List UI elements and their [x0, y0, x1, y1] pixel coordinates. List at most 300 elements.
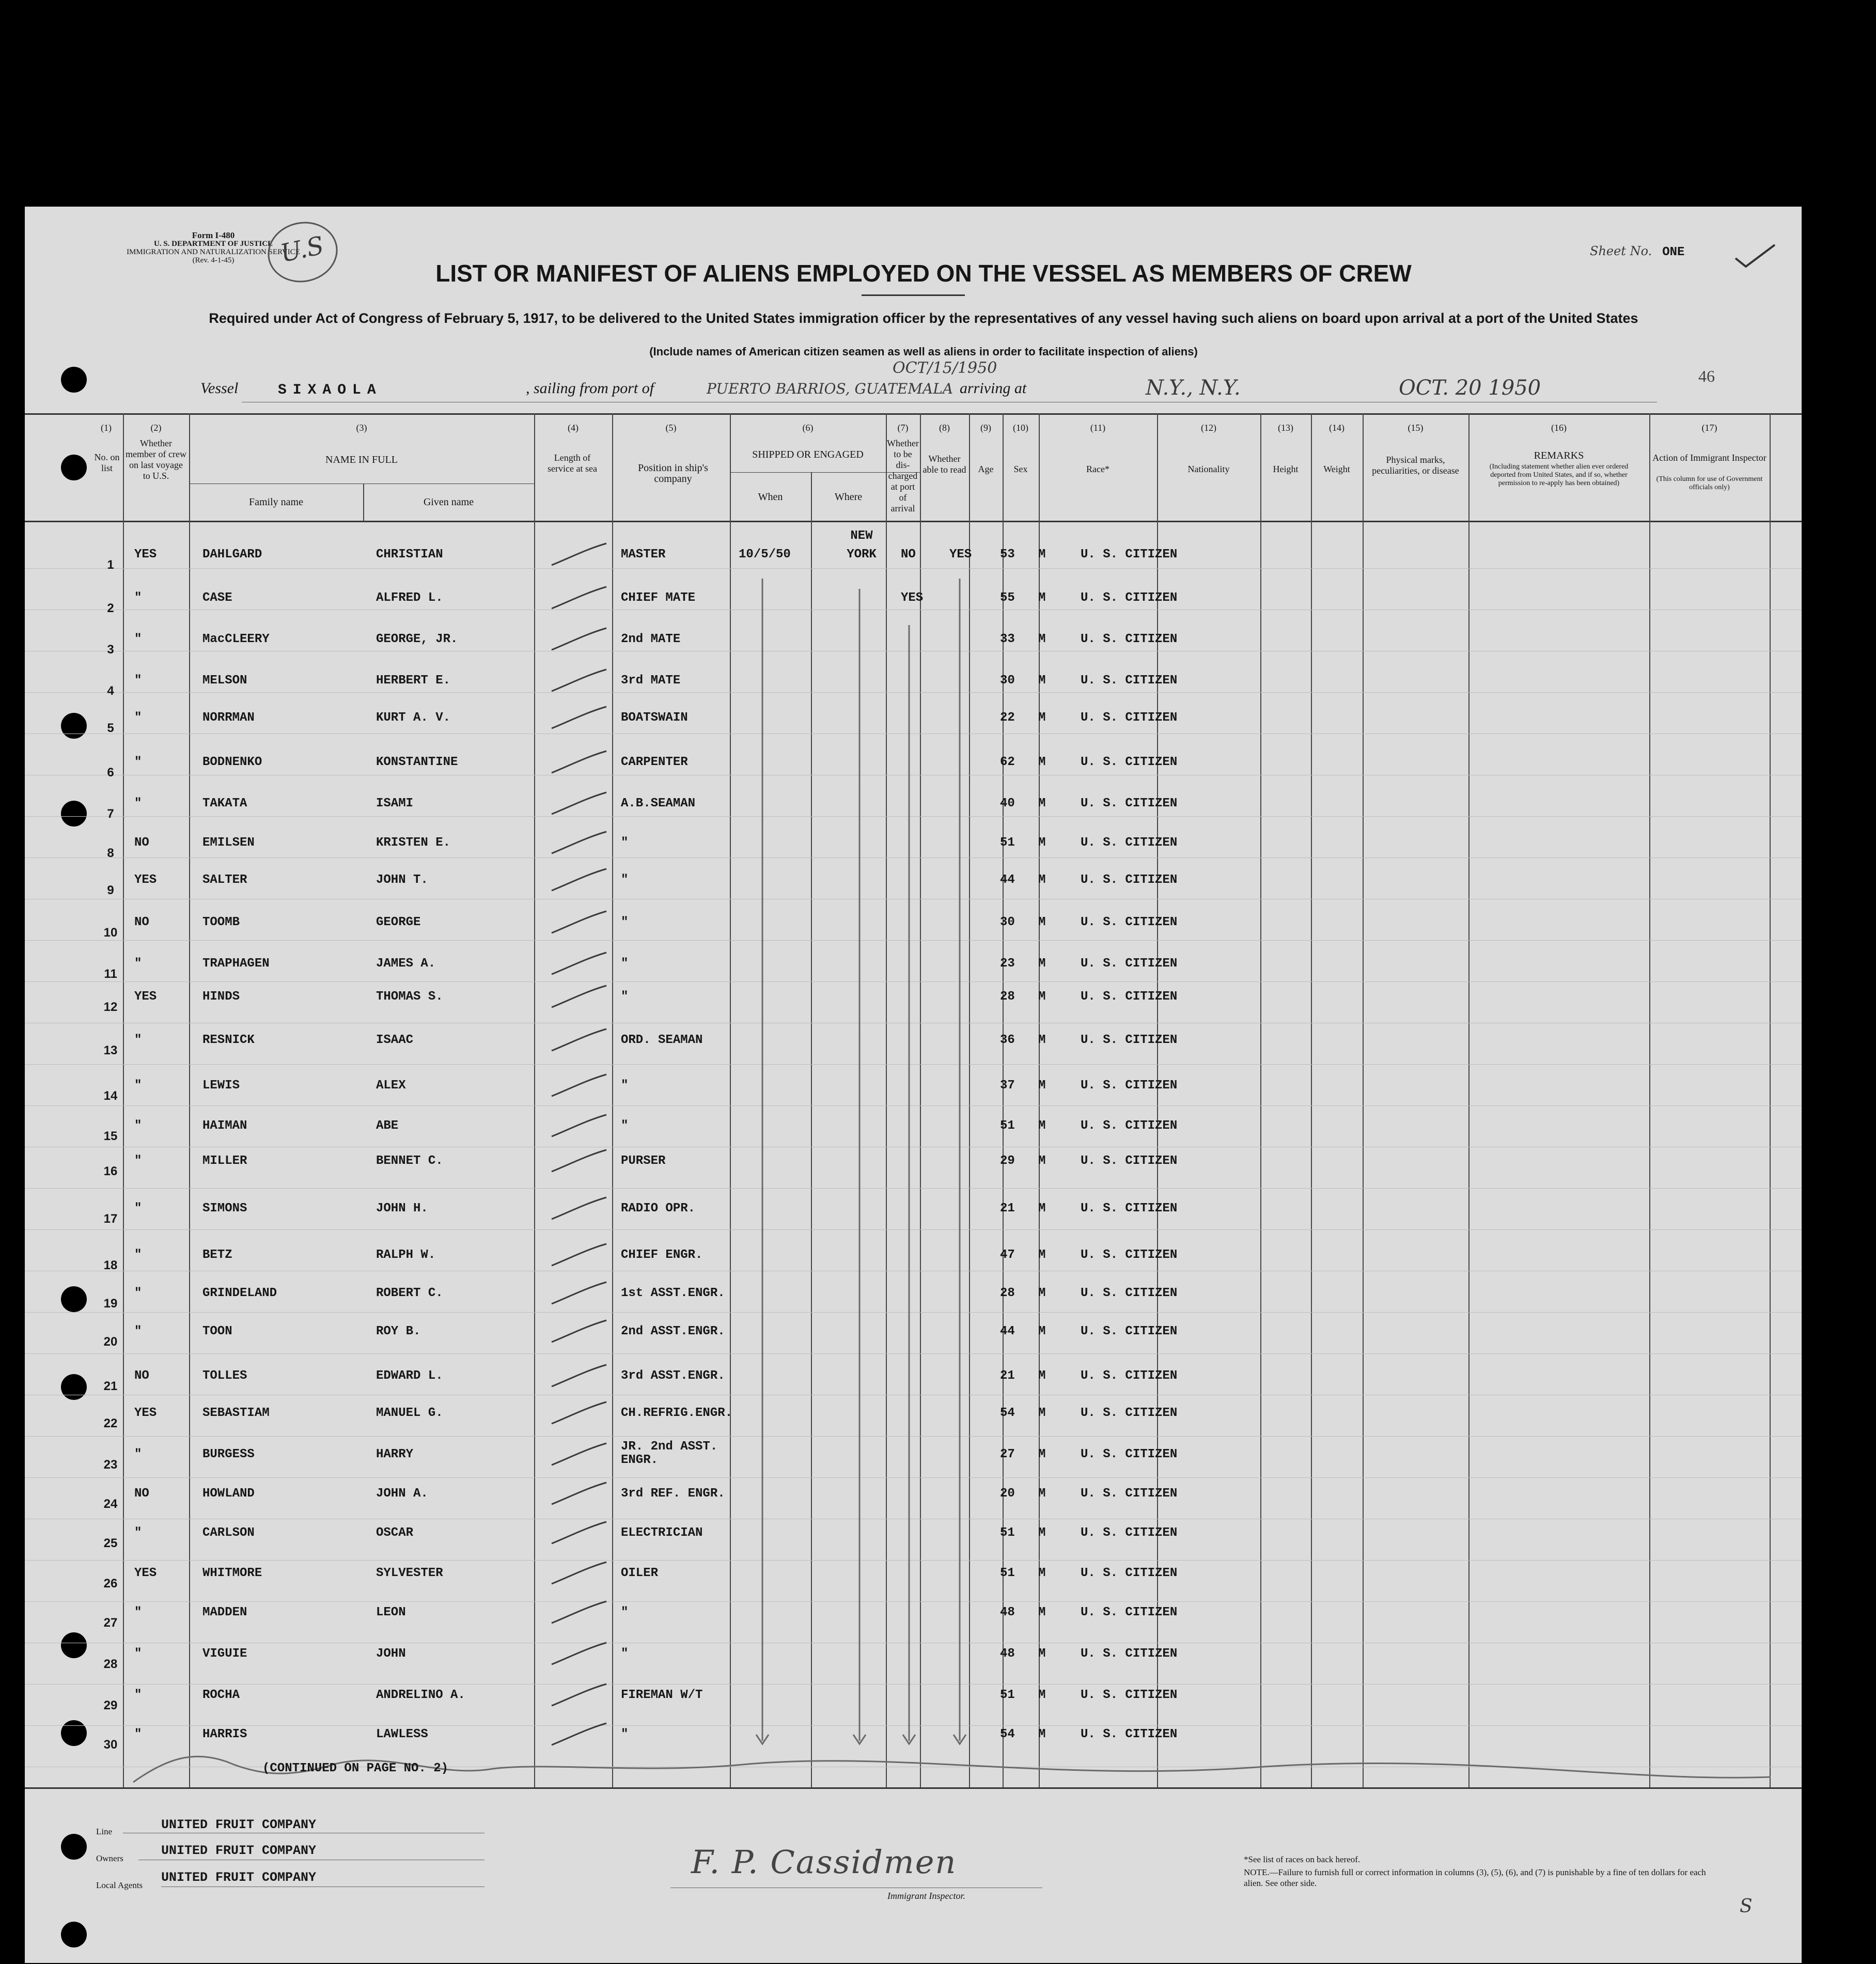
race-cell: U. S. CITIZEN [1081, 1154, 1178, 1168]
prev-voyage-cell: YES [134, 990, 157, 1004]
col-header-physical: Physical marks, peculiarities, or disease [1372, 455, 1459, 476]
race-cell: U. S. CITIZEN [1081, 957, 1178, 971]
row-number: 8 [107, 846, 114, 860]
family-name-cell: RESNICK [202, 1033, 255, 1047]
col-num-5: (5) [665, 423, 677, 433]
age-cell: 33 [1000, 632, 1015, 646]
arriving-label: arriving at [960, 380, 1027, 397]
age-cell: 54 [1000, 1727, 1015, 1741]
row-number: 3 [107, 643, 114, 657]
given-name-cell: CHRISTIAN [376, 548, 443, 562]
position-cell: FIREMAN W/T [621, 1688, 703, 1702]
race-cell: U. S. CITIZEN [1081, 1566, 1178, 1580]
age-cell: 28 [1000, 1286, 1015, 1300]
row-number: 29 [103, 1698, 118, 1712]
race-cell: U. S. CITIZEN [1081, 915, 1178, 929]
sex-cell: M [1038, 1647, 1046, 1661]
family-name-cell: HOWLAND [202, 1487, 255, 1501]
row-number: 30 [103, 1738, 118, 1752]
col-header-read: Whether able to read [923, 454, 966, 475]
col-num-3: (3) [356, 423, 367, 433]
prev-voyage-cell: " [134, 711, 142, 725]
col-header-name: NAME IN FULL [325, 454, 398, 465]
race-cell: U. S. CITIZEN [1081, 990, 1178, 1004]
revision: (Rev. 4-1-45) [192, 256, 234, 264]
row-number: 23 [103, 1458, 118, 1472]
family-name-cell: TAKATA [202, 797, 247, 810]
continued-note: (CONTINUED ON PAGE NO. 2) [262, 1762, 449, 1775]
col-header-nationality: Nationality [1187, 464, 1230, 474]
subtitle: Required under Act of Congress of February 5, 1917, to be delivered to the United States immigration officer by the representatives of any vessel having such aliens on board upon arrival at a port of the United States [209, 310, 1638, 326]
col-header-discharged: Whether to be dis-charged at port of arrival [887, 438, 919, 513]
family-name-cell: MILLER [202, 1154, 247, 1168]
given-name-cell: ROBERT C. [376, 1286, 443, 1300]
family-name-cell: HARRIS [202, 1727, 247, 1741]
family-name-cell: CASE [202, 591, 232, 605]
age-cell: 21 [1000, 1369, 1015, 1383]
service-pencil-stroke [552, 911, 606, 933]
prev-voyage-cell: " [134, 674, 142, 688]
department: U. S. DEPARTMENT OF JUSTICE [153, 240, 273, 248]
col-header-weight: Weight [1323, 464, 1350, 474]
sex-cell: M [1038, 1248, 1046, 1262]
sex-cell: M [1038, 1688, 1046, 1702]
col-num-12: (12) [1201, 423, 1216, 433]
race-cell: U. S. CITIZEN [1081, 1079, 1178, 1093]
given-name-cell: KONSTANTINE [376, 755, 458, 769]
service-pencil-stroke [552, 751, 606, 773]
sex-cell: M [1038, 1119, 1046, 1133]
position-cell: ELECTRICIAN [621, 1526, 703, 1540]
prev-voyage-cell: " [134, 1688, 142, 1702]
prev-voyage-cell: " [134, 797, 142, 810]
vessel-label: Vessel [200, 380, 239, 397]
race-cell: U. S. CITIZEN [1081, 1406, 1178, 1420]
row-number: 19 [103, 1297, 118, 1311]
discharge-cell: YES [901, 591, 924, 605]
row-number: 11 [104, 967, 117, 981]
col-header-sex: Sex [1013, 464, 1028, 474]
service-pencil-stroke [552, 1115, 606, 1136]
age-cell: 62 [1000, 755, 1015, 769]
prev-voyage-cell: " [134, 591, 142, 605]
sex-cell: M [1038, 1154, 1046, 1168]
line-value: UNITED FRUIT COMPANY [161, 1817, 317, 1832]
col-header-race: Race* [1086, 464, 1109, 474]
family-name-cell: ROCHA [202, 1688, 240, 1702]
service-pencil-stroke [552, 1282, 606, 1304]
given-name-cell: JOHN T. [376, 873, 428, 887]
given-name-cell: GEORGE, JR. [376, 632, 458, 646]
given-name-cell: ABE [376, 1119, 399, 1133]
position-cell: 1st ASST.ENGR. [621, 1286, 725, 1300]
col-num-15: (15) [1408, 423, 1424, 433]
sex-cell: M [1038, 797, 1046, 810]
prev-voyage-cell: " [134, 1154, 142, 1168]
row-number: 14 [103, 1089, 118, 1103]
sex-cell: M [1038, 915, 1046, 929]
given-name-cell: THOMAS S. [376, 990, 443, 1004]
given-name-cell: OSCAR [376, 1526, 414, 1540]
race-cell: U. S. CITIZEN [1081, 797, 1178, 810]
owners-value: UNITED FRUIT COMPANY [161, 1843, 317, 1858]
position-cell: 3rd REF. ENGR. [621, 1487, 725, 1501]
col-num-14: (14) [1329, 423, 1345, 433]
row-number: 10 [103, 926, 118, 940]
age-cell: 51 [1000, 1566, 1015, 1580]
given-name-cell: ISAMI [376, 797, 414, 810]
manifest-sheet [25, 207, 1802, 1963]
race-cell: U. S. CITIZEN [1081, 1727, 1178, 1741]
col-num-7: (7) [897, 423, 909, 433]
position-cell: MASTER [621, 548, 666, 562]
family-name-cell: BETZ [202, 1248, 232, 1262]
row-number: 2 [107, 601, 114, 615]
prev-voyage-cell: " [134, 1033, 142, 1047]
age-cell: 20 [1000, 1487, 1015, 1501]
family-name-cell: LEWIS [202, 1079, 240, 1093]
service-pencil-stroke [552, 1074, 606, 1096]
us-stamp: U.S [262, 215, 343, 289]
sex-cell: M [1038, 1727, 1046, 1741]
race-cell: U. S. CITIZEN [1081, 755, 1178, 769]
col-num-2: (2) [150, 423, 162, 433]
sex-cell: M [1038, 836, 1046, 850]
row-number: 9 [107, 883, 114, 897]
col-header-length-service: Length of service at sea [548, 453, 597, 474]
position-cell: " [621, 1606, 629, 1619]
service-pencil-stroke [552, 1684, 606, 1706]
row-number: 13 [103, 1043, 118, 1057]
age-cell: 37 [1000, 1079, 1015, 1093]
position-cell: 2nd MATE [621, 632, 681, 646]
service-pencil-stroke [552, 628, 606, 650]
page-title: LIST OR MANIFEST OF ALIENS EMPLOYED ON THE VESSEL AS MEMBERS OF CREW [435, 260, 1412, 287]
sex-cell: M [1038, 1033, 1046, 1047]
position-cell: " [621, 873, 629, 887]
prev-voyage-cell: " [134, 1606, 142, 1619]
prev-voyage-cell: NO [134, 1369, 149, 1383]
sailing-label: , sailing from port of [526, 380, 654, 397]
service-pencil-stroke [552, 1402, 606, 1424]
age-cell: 48 [1000, 1647, 1015, 1661]
sailing-date: OCT/15/1950 [893, 359, 997, 377]
col-header-family-name: Family name [249, 496, 303, 508]
age-cell: 22 [1000, 711, 1015, 725]
col-num-8: (8) [939, 423, 950, 433]
given-name-cell: KRISTEN E. [376, 836, 451, 850]
col-num-16: (16) [1551, 423, 1567, 433]
race-cell: U. S. CITIZEN [1081, 632, 1178, 646]
age-cell: 30 [1000, 915, 1015, 929]
service-pencil-stroke [552, 707, 606, 728]
prev-voyage-cell: " [134, 1248, 142, 1262]
age-cell: 51 [1000, 1688, 1015, 1702]
prev-voyage-cell: " [134, 755, 142, 769]
age-cell: 21 [1000, 1202, 1015, 1215]
service-pencil-stroke [552, 1483, 606, 1504]
col-num-4: (4) [568, 423, 579, 433]
given-name-cell: BENNET C. [376, 1154, 443, 1168]
service-pencil-stroke [552, 792, 606, 814]
sex-cell: M [1038, 1566, 1046, 1580]
family-name-cell: HINDS [202, 990, 240, 1004]
row-number: 5 [107, 721, 114, 735]
col-num-17: (17) [1701, 423, 1717, 433]
service-pencil-stroke [552, 543, 606, 565]
race-cell: U. S. CITIZEN [1081, 836, 1178, 850]
race-cell: U. S. CITIZEN [1081, 873, 1178, 887]
given-name-cell: GEORGE [376, 915, 421, 929]
race-cell: U. S. CITIZEN [1081, 1688, 1178, 1702]
service-pencil-stroke [552, 869, 606, 891]
sex-cell: M [1038, 591, 1046, 605]
col-num-6: (6) [802, 423, 814, 433]
service-pencil-stroke [552, 1029, 606, 1051]
service-pencil-stroke [552, 1365, 606, 1386]
age-cell: 30 [1000, 674, 1015, 688]
sex-cell: M [1038, 755, 1046, 769]
given-name-cell: LAWLESS [376, 1727, 428, 1741]
given-name-cell: JOHN [376, 1647, 406, 1661]
family-name-cell: MELSON [202, 674, 247, 688]
position-cell: " [621, 1079, 629, 1093]
prev-voyage-cell: NO [134, 1487, 149, 1501]
race-cell: U. S. CITIZEN [1081, 711, 1178, 725]
row-number: 26 [103, 1577, 118, 1591]
family-name-cell: DAHLGARD [202, 548, 262, 562]
arrival-date: OCT. 20 1950 [1399, 376, 1541, 400]
position-cell: JR. 2nd ASST. ENGR. [621, 1440, 718, 1467]
pencil-arrows [25, 207, 1802, 1963]
prev-voyage-cell: NO [134, 915, 149, 929]
prev-voyage-cell: YES [134, 1566, 157, 1580]
given-name-cell: ISAAC [376, 1033, 414, 1047]
given-name-cell: LEON [376, 1606, 406, 1619]
position-cell: BOATSWAIN [621, 711, 688, 725]
col-header-remarks-detail: (Including statement whether alien ever ordered deported from United States, and if so, whether permission to re-apply has been obtained) [1489, 463, 1629, 487]
row-number: 7 [107, 807, 114, 821]
given-name-cell: HARRY [376, 1447, 414, 1461]
given-name-cell: JOHN H. [376, 1202, 428, 1215]
service-pencil-stroke [552, 1562, 606, 1584]
sex-cell: M [1038, 674, 1046, 688]
age-cell: 51 [1000, 1119, 1015, 1133]
form-number: Form I-480 [192, 230, 235, 240]
race-cell: U. S. CITIZEN [1081, 1526, 1178, 1540]
race-cell: U. S. CITIZEN [1081, 1248, 1178, 1262]
position-cell: " [621, 915, 629, 929]
age-cell: 44 [1000, 873, 1015, 887]
family-name-cell: SEBASTIAM [202, 1406, 270, 1420]
position-cell: " [621, 1647, 629, 1661]
row-number: 12 [103, 1000, 118, 1014]
row-number: 28 [103, 1657, 118, 1671]
position-cell: ORD. SEAMAN [621, 1033, 703, 1047]
col-header-inspector-note: (This column for use of Government officials only) [1656, 475, 1763, 491]
family-name-cell: NORRMAN [202, 711, 255, 725]
given-name-cell: JAMES A. [376, 957, 436, 971]
position-cell: RADIO OPR. [621, 1202, 696, 1215]
prev-voyage-cell: " [134, 632, 142, 646]
instruction-note: (Include names of American citizen seamen as well as aliens in order to facilitate inspection of aliens) [649, 345, 1198, 358]
race-cell: U. S. CITIZEN [1081, 1286, 1178, 1300]
prev-voyage-cell: " [134, 1647, 142, 1661]
position-cell: " [621, 1119, 629, 1133]
age-cell: 44 [1000, 1324, 1015, 1338]
vessel-name: SIXAOLA [278, 382, 382, 398]
col-header-given-name: Given name [423, 496, 474, 508]
col-header-no: No. on list [94, 452, 120, 473]
service-pencil-stroke [552, 1320, 606, 1342]
row-number: 4 [107, 684, 114, 698]
col-num-13: (13) [1278, 423, 1293, 433]
sex-cell: M [1038, 1487, 1046, 1501]
position-cell: " [621, 990, 629, 1004]
family-name-cell: TOOMB [202, 915, 240, 929]
prev-voyage-cell: " [134, 957, 142, 971]
age-cell: 27 [1000, 1447, 1015, 1461]
service-pencil-stroke [552, 1197, 606, 1219]
service: IMMIGRATION AND NATURALIZATION SERVICE [127, 248, 300, 256]
sex-cell: M [1038, 548, 1046, 562]
race-cell: U. S. CITIZEN [1081, 1647, 1178, 1661]
agent-label: Local Agents [96, 1880, 143, 1890]
given-name-cell: ALFRED L. [376, 591, 443, 605]
row-number: 6 [107, 766, 114, 780]
row-number: 20 [103, 1335, 118, 1349]
row-number: 22 [103, 1416, 118, 1430]
prev-voyage-cell: " [134, 1119, 142, 1133]
service-pencil-stroke [552, 1723, 606, 1745]
age-cell: 54 [1000, 1406, 1015, 1420]
given-name-cell: JOHN A. [376, 1487, 428, 1501]
discharge-cell: NO [901, 548, 916, 562]
row-number: 1 [107, 558, 114, 572]
prev-voyage-cell: YES [134, 873, 157, 887]
service-pencil-stroke [552, 832, 606, 853]
service-pencil-stroke [552, 953, 606, 974]
sex-cell: M [1038, 873, 1046, 887]
family-name-cell: TOON [202, 1324, 232, 1338]
position-cell: OILER [621, 1566, 659, 1580]
age-cell: 51 [1000, 1526, 1015, 1540]
given-name-cell: EDWARD L. [376, 1369, 443, 1383]
family-name-cell: EMILSEN [202, 836, 255, 850]
age-cell: 36 [1000, 1033, 1015, 1047]
sex-cell: M [1038, 1202, 1046, 1215]
age-cell: 29 [1000, 1154, 1015, 1168]
prev-voyage-cell: NO [134, 836, 149, 850]
races-note: *See list of races on back hereof. [1244, 1854, 1361, 1864]
race-cell: U. S. CITIZEN [1081, 1487, 1178, 1501]
prev-voyage-cell: " [134, 1286, 142, 1300]
given-name-cell: ANDRELINO A. [376, 1688, 465, 1702]
race-cell: U. S. CITIZEN [1081, 1447, 1178, 1461]
position-cell: CH.REFRIG.ENGR. [621, 1406, 733, 1420]
line-label: Line [96, 1827, 113, 1836]
family-name-cell: TRAPHAGEN [202, 957, 270, 971]
owners-label: Owners [96, 1853, 123, 1863]
col-header-where: Where [834, 491, 863, 503]
position-cell: PURSER [621, 1154, 666, 1168]
row-number: 27 [103, 1616, 118, 1630]
service-pencil-stroke [552, 1522, 606, 1544]
col-header-age: Age [978, 464, 994, 474]
agent-value: UNITED FRUIT COMPANY [161, 1870, 317, 1885]
family-name-cell: SALTER [202, 873, 247, 887]
family-name-cell: MADDEN [202, 1606, 247, 1619]
family-name-cell: GRINDELAND [202, 1286, 277, 1300]
position-cell: " [621, 836, 629, 850]
age-cell: 48 [1000, 1606, 1015, 1619]
sex-cell: M [1038, 632, 1046, 646]
race-cell: U. S. CITIZEN [1081, 1606, 1178, 1619]
family-name-cell: TOLLES [202, 1369, 247, 1383]
prev-voyage-cell: " [134, 1526, 142, 1540]
sex-cell: M [1038, 990, 1046, 1004]
arrival-port: N.Y., N.Y. [1146, 376, 1241, 400]
col-header-height: Height [1273, 464, 1299, 474]
sex-cell: M [1038, 1526, 1046, 1540]
prev-voyage-cell: " [134, 1079, 142, 1093]
given-name-cell: ALEX [376, 1079, 406, 1093]
race-cell: U. S. CITIZEN [1081, 1369, 1178, 1383]
sheet-label: Sheet No. [1590, 244, 1652, 258]
sex-cell: M [1038, 1406, 1046, 1420]
row-number: 24 [103, 1497, 118, 1511]
position-cell: " [621, 957, 629, 971]
row-number: 18 [103, 1258, 118, 1272]
family-name-cell: MacCLEERY [202, 632, 270, 646]
col-num-1: (1) [101, 423, 112, 433]
sex-cell: M [1038, 1324, 1046, 1338]
col-header-position: Position in ship's company [638, 462, 708, 485]
service-pencil-stroke [552, 587, 606, 609]
age-cell: 51 [1000, 836, 1015, 850]
given-name-cell: HERBERT E. [376, 674, 451, 688]
prev-voyage-cell: " [134, 1202, 142, 1215]
row-number: 25 [103, 1536, 118, 1550]
race-cell: U. S. CITIZEN [1081, 591, 1178, 605]
penalty-note: NOTE.—Failure to furnish full or correct information in columns (3), (5), (6), and (7) is punishable by a fine of ten dollars for each alien. See other side. [1244, 1867, 1706, 1888]
shipped-where-cell: NEW YORK [847, 529, 877, 562]
row-number: 15 [103, 1129, 118, 1143]
family-name-cell: BODNENKO [202, 755, 262, 769]
page-number: 46 [1698, 367, 1715, 385]
service-pencil-stroke [552, 669, 606, 691]
family-name-cell: SIMONS [202, 1202, 247, 1215]
inspector-label: Immigrant Inspector. [887, 1891, 965, 1901]
departure-port: PUERTO BARRIOS, GUATEMALA [707, 380, 953, 397]
sex-cell: M [1038, 711, 1046, 725]
position-cell: 2nd ASST.ENGR. [621, 1324, 725, 1338]
service-pencil-stroke [552, 1601, 606, 1623]
given-name-cell: KURT A. V. [376, 711, 451, 725]
corner-mark: S [1740, 1896, 1753, 1917]
family-name-cell: CARLSON [202, 1526, 255, 1540]
age-cell: 53 [1000, 548, 1015, 562]
col-header-inspector-action: Action of Immigrant Inspector [1652, 453, 1766, 463]
sex-cell: M [1038, 1447, 1046, 1461]
family-name-cell: HAIMAN [202, 1119, 247, 1133]
read-cell: YES [949, 548, 972, 562]
inspector-signature: F. P. Cassidmen [691, 1843, 957, 1881]
position-cell: A.B.SEAMAN [621, 797, 696, 810]
prev-voyage-cell: YES [134, 548, 157, 562]
prev-voyage-cell: " [134, 1727, 142, 1741]
age-cell: 40 [1000, 797, 1015, 810]
